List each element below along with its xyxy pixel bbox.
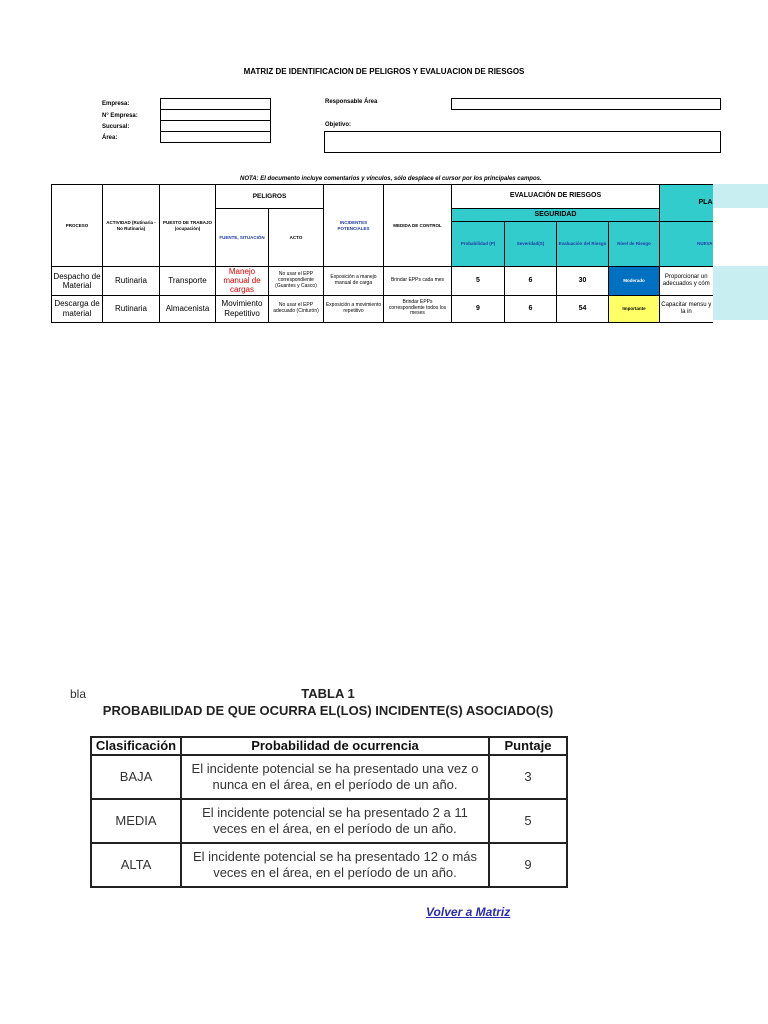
cell-puesto: Transporte [160, 267, 216, 296]
tabla1-subtitle: PROBABILIDAD DE QUE OCURRA EL(LOS) INCIDENTE(S) ASOCIADO(S) [102, 703, 554, 718]
cell-probabilidad: 5 [452, 267, 505, 296]
cell-plan: Capacitar mensu y la in [660, 295, 713, 322]
empresa-label: Empresa: [102, 101, 130, 107]
table-row [91, 799, 567, 843]
probability-table [90, 736, 568, 888]
bla-text: bla [70, 687, 87, 701]
cell-puntaje: 3 [489, 755, 567, 799]
cell-actividad: Rutinaria [103, 267, 160, 296]
cell-actividad: Rutinaria [103, 295, 160, 322]
cell-puntaje: 5 [489, 799, 567, 843]
cell-acto: No usar el EPP correspondiente (Guantes y Casco) [269, 267, 324, 296]
plan-header-extension [711, 184, 768, 208]
cell-severidad: 6 [505, 295, 557, 322]
header-nivel: Nivel de Riesgo [609, 222, 660, 267]
header-probabilidad: Probabilidad (P) [452, 222, 505, 267]
cell-plan: Proporcionar un adecuados y cóm [660, 267, 713, 296]
cell-clasificacion: MEDIA [91, 799, 181, 843]
responsable-field[interactable] [451, 98, 721, 110]
cell-medida: Brindar EPPs cada mes [384, 267, 452, 296]
header-probabilidad-ocurrencia: Probabilidad de ocurrencia [181, 737, 489, 755]
header-clasificacion: Clasificación [91, 737, 181, 755]
area-field[interactable] [160, 131, 271, 143]
header-severidad: Severidad(S) [505, 222, 557, 267]
table-row [52, 267, 713, 296]
objetivo-field[interactable] [324, 131, 721, 153]
header-actividad: ACTIVIDAD (Rutinaria - No Rutinaria) [103, 185, 160, 267]
responsable-label: Responsable Área [325, 99, 378, 105]
plan-rows-extension [711, 266, 768, 320]
cell-proceso: Descarga de material [52, 295, 103, 322]
header-plan: PLA [660, 185, 713, 222]
header-incidentes: INCIDENTES POTENCIALES [324, 185, 384, 267]
cell-medida: Brindar EPPs correspondiente todos los meses [384, 295, 452, 322]
cell-fuente: Manejo manual de cargas [216, 267, 269, 296]
header-fuente: FUENTE, SITUACIÓN [216, 209, 269, 267]
cell-severidad: 6 [505, 267, 557, 296]
table-row [52, 295, 713, 322]
header-puesto: PUESTO DE TRABAJO (ocupación) [160, 185, 216, 267]
page-title: MATRIZ DE IDENTIFICACION DE PELIGROS Y EVALUACION DE RIESGOS [243, 67, 525, 76]
cell-fuente: Movimiento Repetitivo [216, 295, 269, 322]
header-evaluacion-riesgo: Evaluación del Riesgo [557, 222, 609, 267]
volver-a-matriz-link[interactable]: Volver a Matriz [426, 905, 511, 919]
risk-matrix-table [51, 184, 713, 323]
cell-probabilidad: 9 [452, 295, 505, 322]
cell-clasificacion: ALTA [91, 843, 181, 887]
header-nuevas: NUEVA [660, 222, 713, 267]
cell-evaluacion-riesgo: 30 [557, 267, 609, 296]
cell-descripcion: El incidente potencial se ha presentado 2 a 11 veces en el área, en el período de un año. [181, 799, 489, 843]
cell-incidente: Exposición a movimiento repetitivo [324, 295, 384, 322]
cell-acto: No usar el EPP adecuado (Cinturón) [269, 295, 324, 322]
cell-nivel-riesgo: Moderado [609, 267, 660, 296]
header-puntaje: Puntaje [489, 737, 567, 755]
header-seguridad: SEGURIDAD [452, 209, 660, 222]
cell-puesto: Almacenista [160, 295, 216, 322]
table-row [91, 843, 567, 887]
cell-descripcion: El incidente potencial se ha presentado 12 o más veces en el área, en el período de un año. [181, 843, 489, 887]
header-medida: MEDIDA DE CONTROL [384, 185, 452, 267]
area-label: Área: [102, 135, 118, 141]
cell-nivel-riesgo: Importante [609, 295, 660, 322]
cell-clasificacion: BAJA [91, 755, 181, 799]
table-row [91, 755, 567, 799]
n-empresa-label: N° Empresa: [102, 113, 138, 119]
cell-descripcion: El incidente potencial se ha presentado una vez o nunca en el área, en el período de un año. [181, 755, 489, 799]
tabla1-title: TABLA 1 [301, 686, 355, 701]
objetivo-label: Objetivo: [325, 122, 352, 128]
sucursal-label: Sucursal: [102, 124, 130, 130]
header-proceso: PROCESO [52, 185, 103, 267]
header-peligros: PELIGROS [216, 185, 324, 209]
cell-evaluacion-riesgo: 54 [557, 295, 609, 322]
cell-proceso: Despacho de Material [52, 267, 103, 296]
cell-incidente: Exposición a manejo manual de carga [324, 267, 384, 296]
header-acto: ACTO [269, 209, 324, 267]
header-evaluacion: EVALUACIÓN DE RIESGOS [452, 185, 660, 209]
nota-text: NOTA: El documento incluye comentarios y vínculos, sólo desplace el cursor por los principales campos. [240, 176, 542, 182]
cell-puntaje: 9 [489, 843, 567, 887]
